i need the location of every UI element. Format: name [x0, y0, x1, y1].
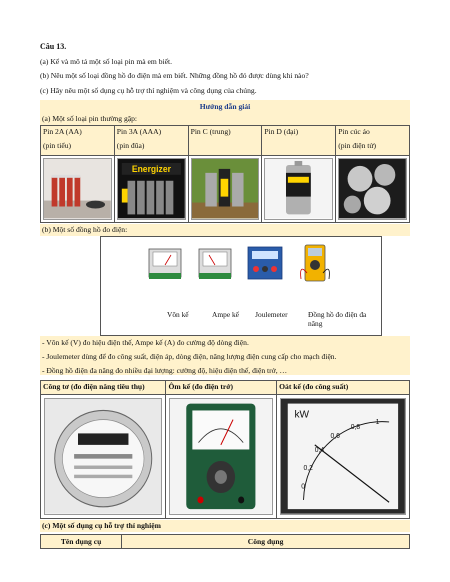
ammeter-illustration: [197, 243, 233, 283]
meter-notes: [40, 336, 410, 375]
caption-multimeter: Đồng hồ đo điện đa năng: [308, 309, 367, 328]
meter-table: [40, 380, 410, 519]
wattmeter-photo: [280, 398, 406, 515]
svg-text:0: 0: [301, 483, 306, 491]
part-c-heading: (c) Một số dụng cụ hỗ trợ thí nghiệm: [40, 520, 410, 532]
svg-text:1: 1: [375, 419, 380, 427]
svg-text:Energizer: Energizer: [131, 164, 171, 175]
part-b-heading: (b) Một số đồng hồ đo điện:: [40, 224, 410, 236]
svg-text:0,4: 0,4: [314, 446, 325, 454]
column-tool-use: Công dụng: [122, 534, 410, 548]
battery-table: [40, 125, 410, 222]
battery-cell: Pin 3A (AAA) (pin đũa): [114, 126, 188, 156]
multimeter-illustration: [297, 243, 333, 283]
button-cell-photo: [338, 158, 407, 219]
caption-ammeter: Ampe kế: [212, 309, 239, 319]
header-wattmeter: Oát kế (đo công suất): [277, 381, 410, 395]
aa-battery-photo: [43, 158, 112, 219]
joulemeter-illustration: [247, 243, 283, 283]
svg-text:0,2: 0,2: [303, 465, 314, 473]
battery-cell: Pin D (đại): [262, 126, 336, 156]
svg-text:0,8: 0,8: [350, 423, 361, 431]
question-title: Câu 13.: [40, 42, 67, 51]
caption-joulemeter: Joulemeter: [255, 309, 288, 319]
tools-table: [40, 534, 410, 549]
energy-meter-photo: [44, 398, 162, 515]
ohmmeter-photo: [169, 398, 273, 515]
battery-cell: Pin 2A (AA) (pin tiểu): [41, 126, 115, 156]
d-battery-photo: [264, 158, 333, 219]
svg-text:kW: kW: [294, 409, 310, 421]
aaa-battery-photo: [117, 158, 186, 219]
voltmeter-illustration: [147, 243, 183, 283]
battery-cell: Pin C (trung): [188, 126, 262, 156]
caption-voltmeter: Vôn kế: [167, 309, 189, 319]
note-line: - Joulemeter dùng để đo công suất, điện áp, dòng điện, năng lượng điện cung cấp cho mạch điện.: [42, 351, 337, 361]
question-a: (a) Kể và mô tả một số loại pin mà em biết.: [40, 56, 173, 66]
header-energy-meter: Công tơ (đo điện năng tiêu thụ): [41, 381, 166, 395]
question-b: (b) Nêu một số loại đồng hồ đo điện mà em biết. Những đồng hồ đó được dùng khi nào?: [40, 71, 309, 81]
question-c: (c) Hãy nêu một số dụng cụ hỗ trợ thí nghiệm và công dụng của chúng.: [40, 85, 257, 95]
note-line: - Đồng hồ điện đa năng đo nhiều đại lượng: cường độ, hiệu điện thế, điện trở, …: [42, 366, 288, 376]
column-tool-name: Tên dụng cụ: [41, 534, 122, 548]
guide-title: Hướng dẫn giải: [40, 100, 410, 113]
battery-cell: Pin cúc áo (pin điện tử): [336, 126, 410, 156]
header-ohmmeter: Ôm kế (đo điện trở): [166, 381, 277, 395]
meters-figure: [100, 236, 382, 336]
note-line: - Vôn kế (V) đo hiệu điện thế, Ampe kế (A) đo cường độ dòng điện.: [42, 337, 249, 347]
part-a-heading: (a) Một số loại pin thường gặp:: [40, 113, 410, 125]
c-battery-photo: [191, 158, 260, 219]
svg-text:0,6: 0,6: [330, 433, 341, 441]
